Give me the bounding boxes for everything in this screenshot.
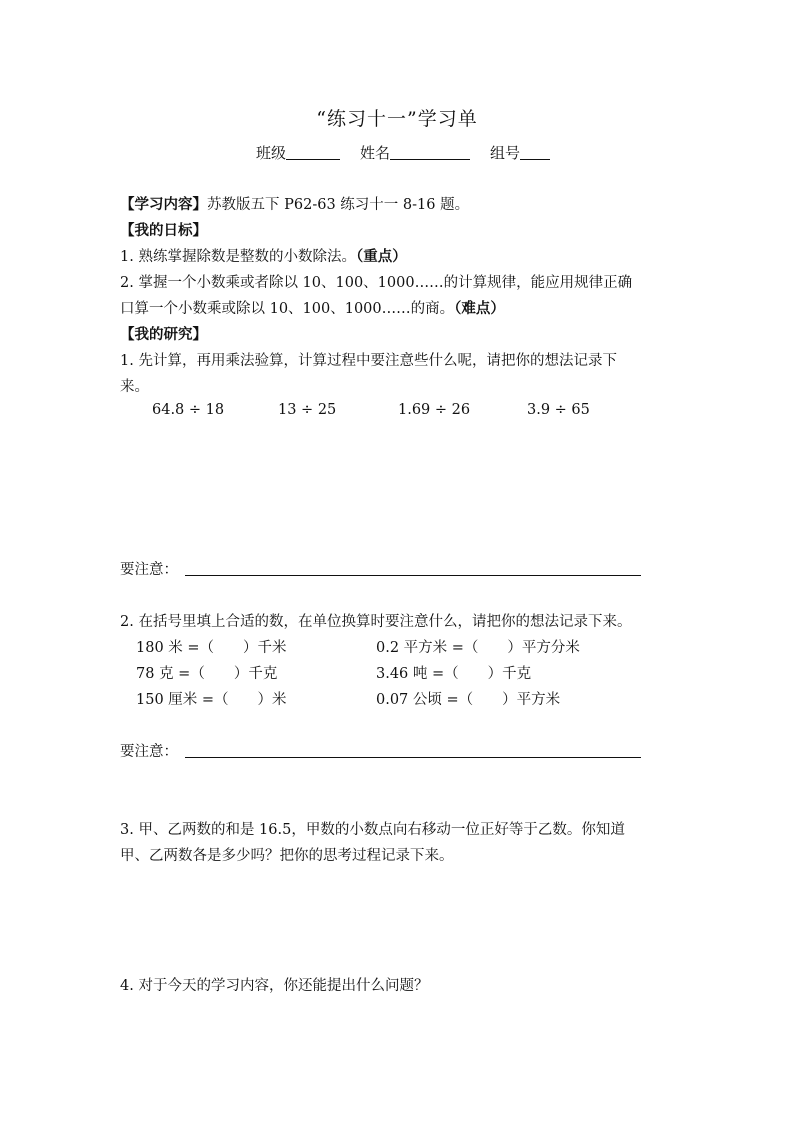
calc-4: 3.9 ÷ 65: [527, 402, 590, 418]
conversion-3: 78 克 =（ ）千克: [136, 666, 278, 682]
name-label: 姓名: [360, 144, 391, 162]
page-title: “练习十一”学习单: [316, 108, 478, 130]
note-label-2: 要注意：: [120, 744, 178, 760]
research-heading: 【我的研究】: [120, 326, 207, 343]
question-3-line-2: 甲、乙两数各是多少吗？把你的思考过程记录下来。: [120, 848, 454, 864]
goal-1-tag: （重点）: [355, 248, 407, 265]
question-3-line-1: 3. 甲、乙两数的和是 16.5，甲数的小数点向右移动一位正好等于乙数。你知道: [120, 822, 625, 838]
question-1-line-1: 1. 先计算，再用乘法验算，计算过程中要注意些什么呢，请把你的想法记录下: [120, 353, 617, 369]
question-4: 4. 对于今天的学习内容，你还能提出什么问题？: [120, 978, 429, 994]
class-label: 班级: [256, 144, 287, 162]
conversion-5: 150 厘米 =（ ）米: [136, 692, 287, 708]
content-label: 【学习内容】: [120, 196, 207, 213]
content-text: 苏教版五下 P62-63 练习十一 8-16 题。: [207, 197, 470, 213]
calc-2: 13 ÷ 25: [278, 402, 337, 418]
conversion-6: 0.07 公顷 =（ ）平方米: [376, 692, 561, 708]
calc-3: 1.69 ÷ 26: [398, 402, 471, 418]
calc-1: 64.8 ÷ 18: [152, 402, 225, 418]
goal-2-line-2: [120, 297, 505, 318]
note-label-1: 要注意：: [120, 562, 178, 578]
note-line-1[interactable]: [185, 575, 641, 576]
question-1-line-2: 来。: [120, 379, 149, 395]
note-line-2[interactable]: [185, 757, 641, 758]
question-2: 2. 在括号里填上合适的数，在单位换算时要注意什么，请把你的想法记录下来。: [120, 614, 632, 630]
goal-2-line-1: 2. 掌握一个小数乘或者除以 10、100、1000……的计算规律，能应用规律正确: [120, 275, 633, 291]
group-blank[interactable]: [520, 144, 550, 160]
conversion-1: 180 米 =（ ）千米: [136, 640, 287, 656]
class-blank[interactable]: [286, 144, 340, 160]
name-blank[interactable]: [390, 144, 470, 160]
goal-2-tag: （难点）: [454, 300, 505, 317]
learning-content: [120, 193, 469, 214]
goal-1: [120, 245, 407, 266]
conversion-2: 0.2 平方米 =（ ）平方分米: [376, 640, 580, 656]
student-info: [256, 142, 550, 163]
goal-2-text: 口算一个小数乘或除以 10、100、1000……的商。: [120, 301, 455, 317]
conversion-4: 3.46 吨 =（ ）千克: [376, 666, 532, 682]
group-label: 组号: [490, 144, 521, 162]
goals-heading: 【我的日标】: [120, 222, 207, 239]
goal-1-text: 1. 熟练掌握除数是整数的小数除法。: [120, 249, 356, 265]
